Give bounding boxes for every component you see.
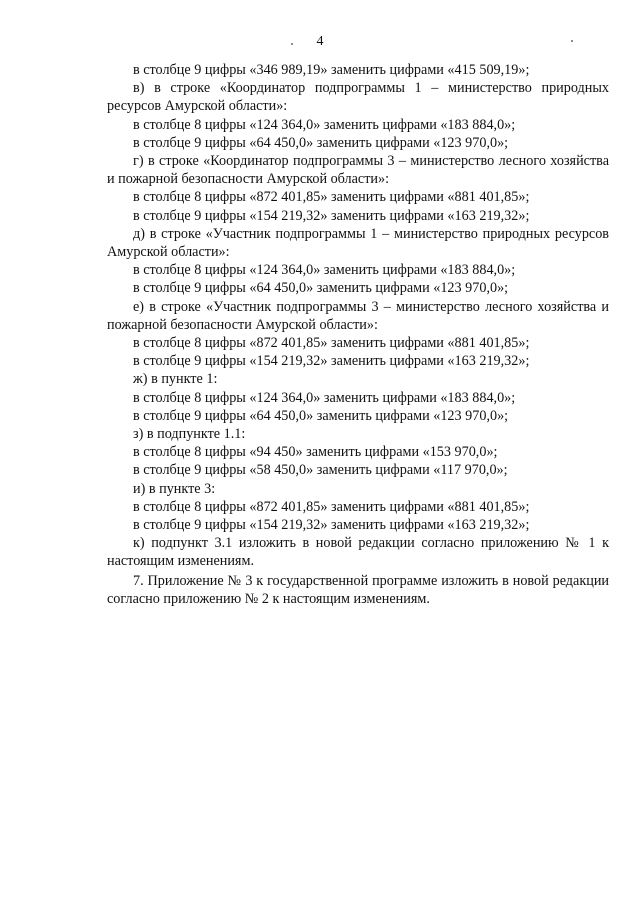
page-number: 4 [316,34,324,49]
paragraph: в столбце 8 цифры «872 401,85» заменить цифрами «881 401,85»; [133,335,530,352]
paragraph: в столбце 9 цифры «154 219,32» заменить цифрами «163 219,32»; [133,353,530,370]
paragraph: и) в пункте 3: [133,480,216,497]
paragraph: в столбце 9 цифры «64 450,0» заменить цифрами «123 970,0»; [133,280,509,297]
paragraph: д) в строке «Участник подпрограммы 1 – министерство природных ресурсов Амурской области»: [107,225,609,261]
paragraph: в столбце 9 цифры «346 989,19» заменить цифрами «415 509,19»; [133,62,530,78]
paragraph: з) в подпункте 1.1: [133,426,246,443]
paragraph: в столбце 9 цифры «154 219,32» заменить цифрами «163 219,32»; [133,517,530,534]
paragraph: в столбце 9 цифры «58 450,0» заменить цифрами «117 970,0»; [133,462,508,479]
paragraph: в столбце 8 цифры «124 364,0» заменить цифрами «183 884,0»; [133,389,516,406]
paragraph: в столбце 8 цифры «872 401,85» заменить цифрами «881 401,85»; [133,498,530,515]
paragraph: в столбце 8 цифры «872 401,85» заменить цифрами «881 401,85»; [133,189,530,206]
scan-speck [571,40,573,42]
paragraph: в столбце 8 цифры «94 450» заменить цифрами «153 970,0»; [133,444,498,461]
paragraph: е) в строке «Участник подпрограммы 3 – министерство лесного хозяйства и пожарной безопасности Амурской области»: [107,298,609,333]
paragraph: 7. Приложение № 3 к государственной программе изложить в новой редакции согласно приложению № 2 к настоящим изменениям. [107,572,609,607]
paragraph: к) подпункт 3.1 изложить в новой редакции согласно приложению № 1 к настоящим изменениям. [107,535,609,570]
paragraph: в столбце 9 цифры «154 219,32» заменить цифрами «163 219,32»; [133,207,530,224]
paragraph: в столбце 8 цифры «124 364,0» заменить цифрами «183 884,0»; [133,116,516,133]
document-body [107,61,609,608]
paragraph: в столбце 9 цифры «64 450,0» заменить цифрами «123 970,0»; [133,134,509,151]
paragraph: в столбце 9 цифры «64 450,0» заменить цифрами «123 970,0»; [133,407,509,424]
paragraph: в) в строке «Координатор подпрограммы 1 – министерство природных ресурсов Амурской области»: [107,80,609,115]
paragraph: в столбце 8 цифры «124 364,0» заменить цифрами «183 884,0»; [133,262,516,279]
paragraph: г) в строке «Координатор подпрограммы 3 – министерство лесного хозяйства и пожарной безопасности Амурской области»: [107,153,609,188]
paragraph: ж) в пункте 1: [133,371,218,388]
scan-speck [291,43,293,45]
